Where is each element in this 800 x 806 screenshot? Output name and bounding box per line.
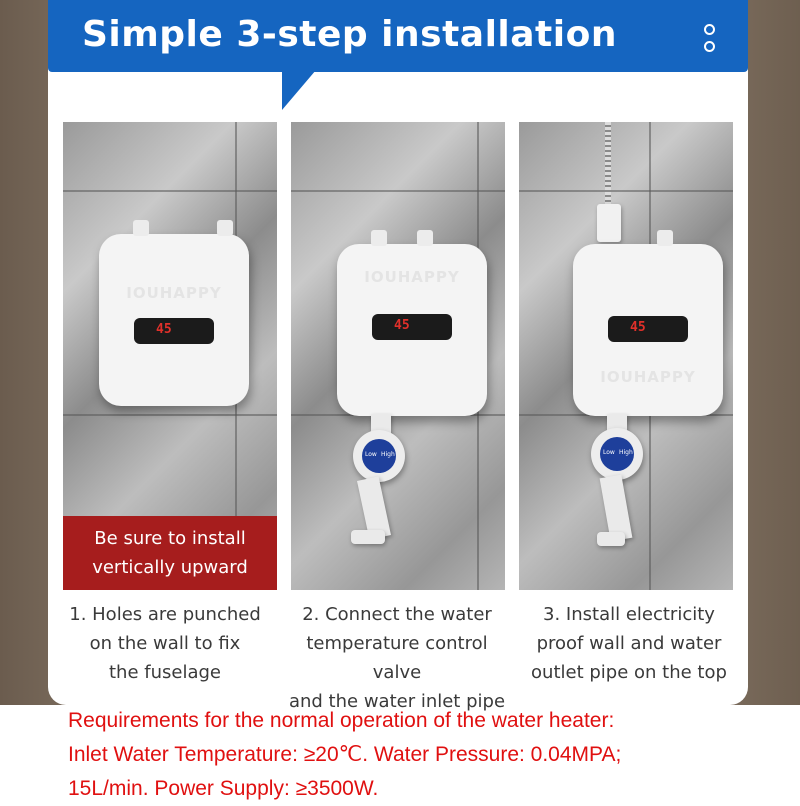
requirements-line: Inlet Water Temperature: ≥20℃. Water Pressure: 0.04MPA;: [68, 743, 622, 766]
valve-low-label: Low: [603, 449, 615, 456]
water-heater-unit: [337, 244, 487, 416]
warning-box: [63, 516, 277, 590]
caption-line: proof wall and water: [536, 633, 722, 654]
banner-pointer: [282, 70, 316, 110]
caption-line: 3. Install electricity: [543, 604, 715, 625]
requirements-text: [68, 704, 798, 806]
caption-line: 2. Connect the water: [302, 604, 492, 625]
shower-hose: [605, 122, 611, 212]
temperature-display: [134, 318, 214, 344]
requirements-line: Requirements for the normal operation of the water heater:: [68, 709, 615, 732]
display-digits: 45: [156, 322, 172, 337]
caption-line: and the water inlet pipe: [288, 691, 506, 712]
caption-line: 1. Holes are punched: [69, 604, 261, 625]
inlet-pipe-elbow: [351, 530, 385, 544]
temperature-display: [372, 314, 452, 340]
caption-line: outlet pipe on the top: [531, 662, 727, 683]
water-heater-unit: [573, 244, 723, 416]
step-1-image: [63, 122, 277, 590]
caption-line: temperature control valve: [306, 633, 488, 683]
device-brand-label: IOUHAPPY: [364, 268, 460, 286]
step-2-caption: [280, 600, 514, 716]
warning-line-2: vertically upward: [92, 557, 248, 578]
temperature-control-valve: [591, 428, 643, 480]
valve-high-label: High: [619, 449, 633, 456]
page-title: Simple 3-step installation: [82, 14, 617, 55]
valve-low-label: Low: [365, 451, 377, 458]
step-1-caption: [48, 600, 282, 687]
step-2-image: [291, 122, 505, 590]
temperature-display: [608, 316, 688, 342]
valve-high-label: High: [381, 451, 395, 458]
more-vertical-icon[interactable]: [700, 24, 718, 54]
temperature-control-valve: [353, 430, 405, 482]
warning-line-1: Be sure to install: [94, 528, 246, 549]
step-3-caption: [512, 600, 746, 687]
water-heater-unit: [99, 234, 249, 406]
outlet-fitting: [597, 204, 621, 242]
device-brand-label: IOUHAPPY: [126, 284, 222, 302]
caption-line: the fuselage: [109, 662, 221, 683]
requirements-line: 15L/min. Power Supply: ≥3500W.: [68, 777, 379, 800]
display-digits: 45: [630, 320, 646, 335]
inlet-pipe-elbow: [597, 532, 625, 546]
caption-line: on the wall to fix: [89, 633, 241, 654]
device-brand-label: IOUHAPPY: [600, 368, 696, 386]
display-digits: 45: [394, 318, 410, 333]
step-3-image: [519, 122, 733, 590]
